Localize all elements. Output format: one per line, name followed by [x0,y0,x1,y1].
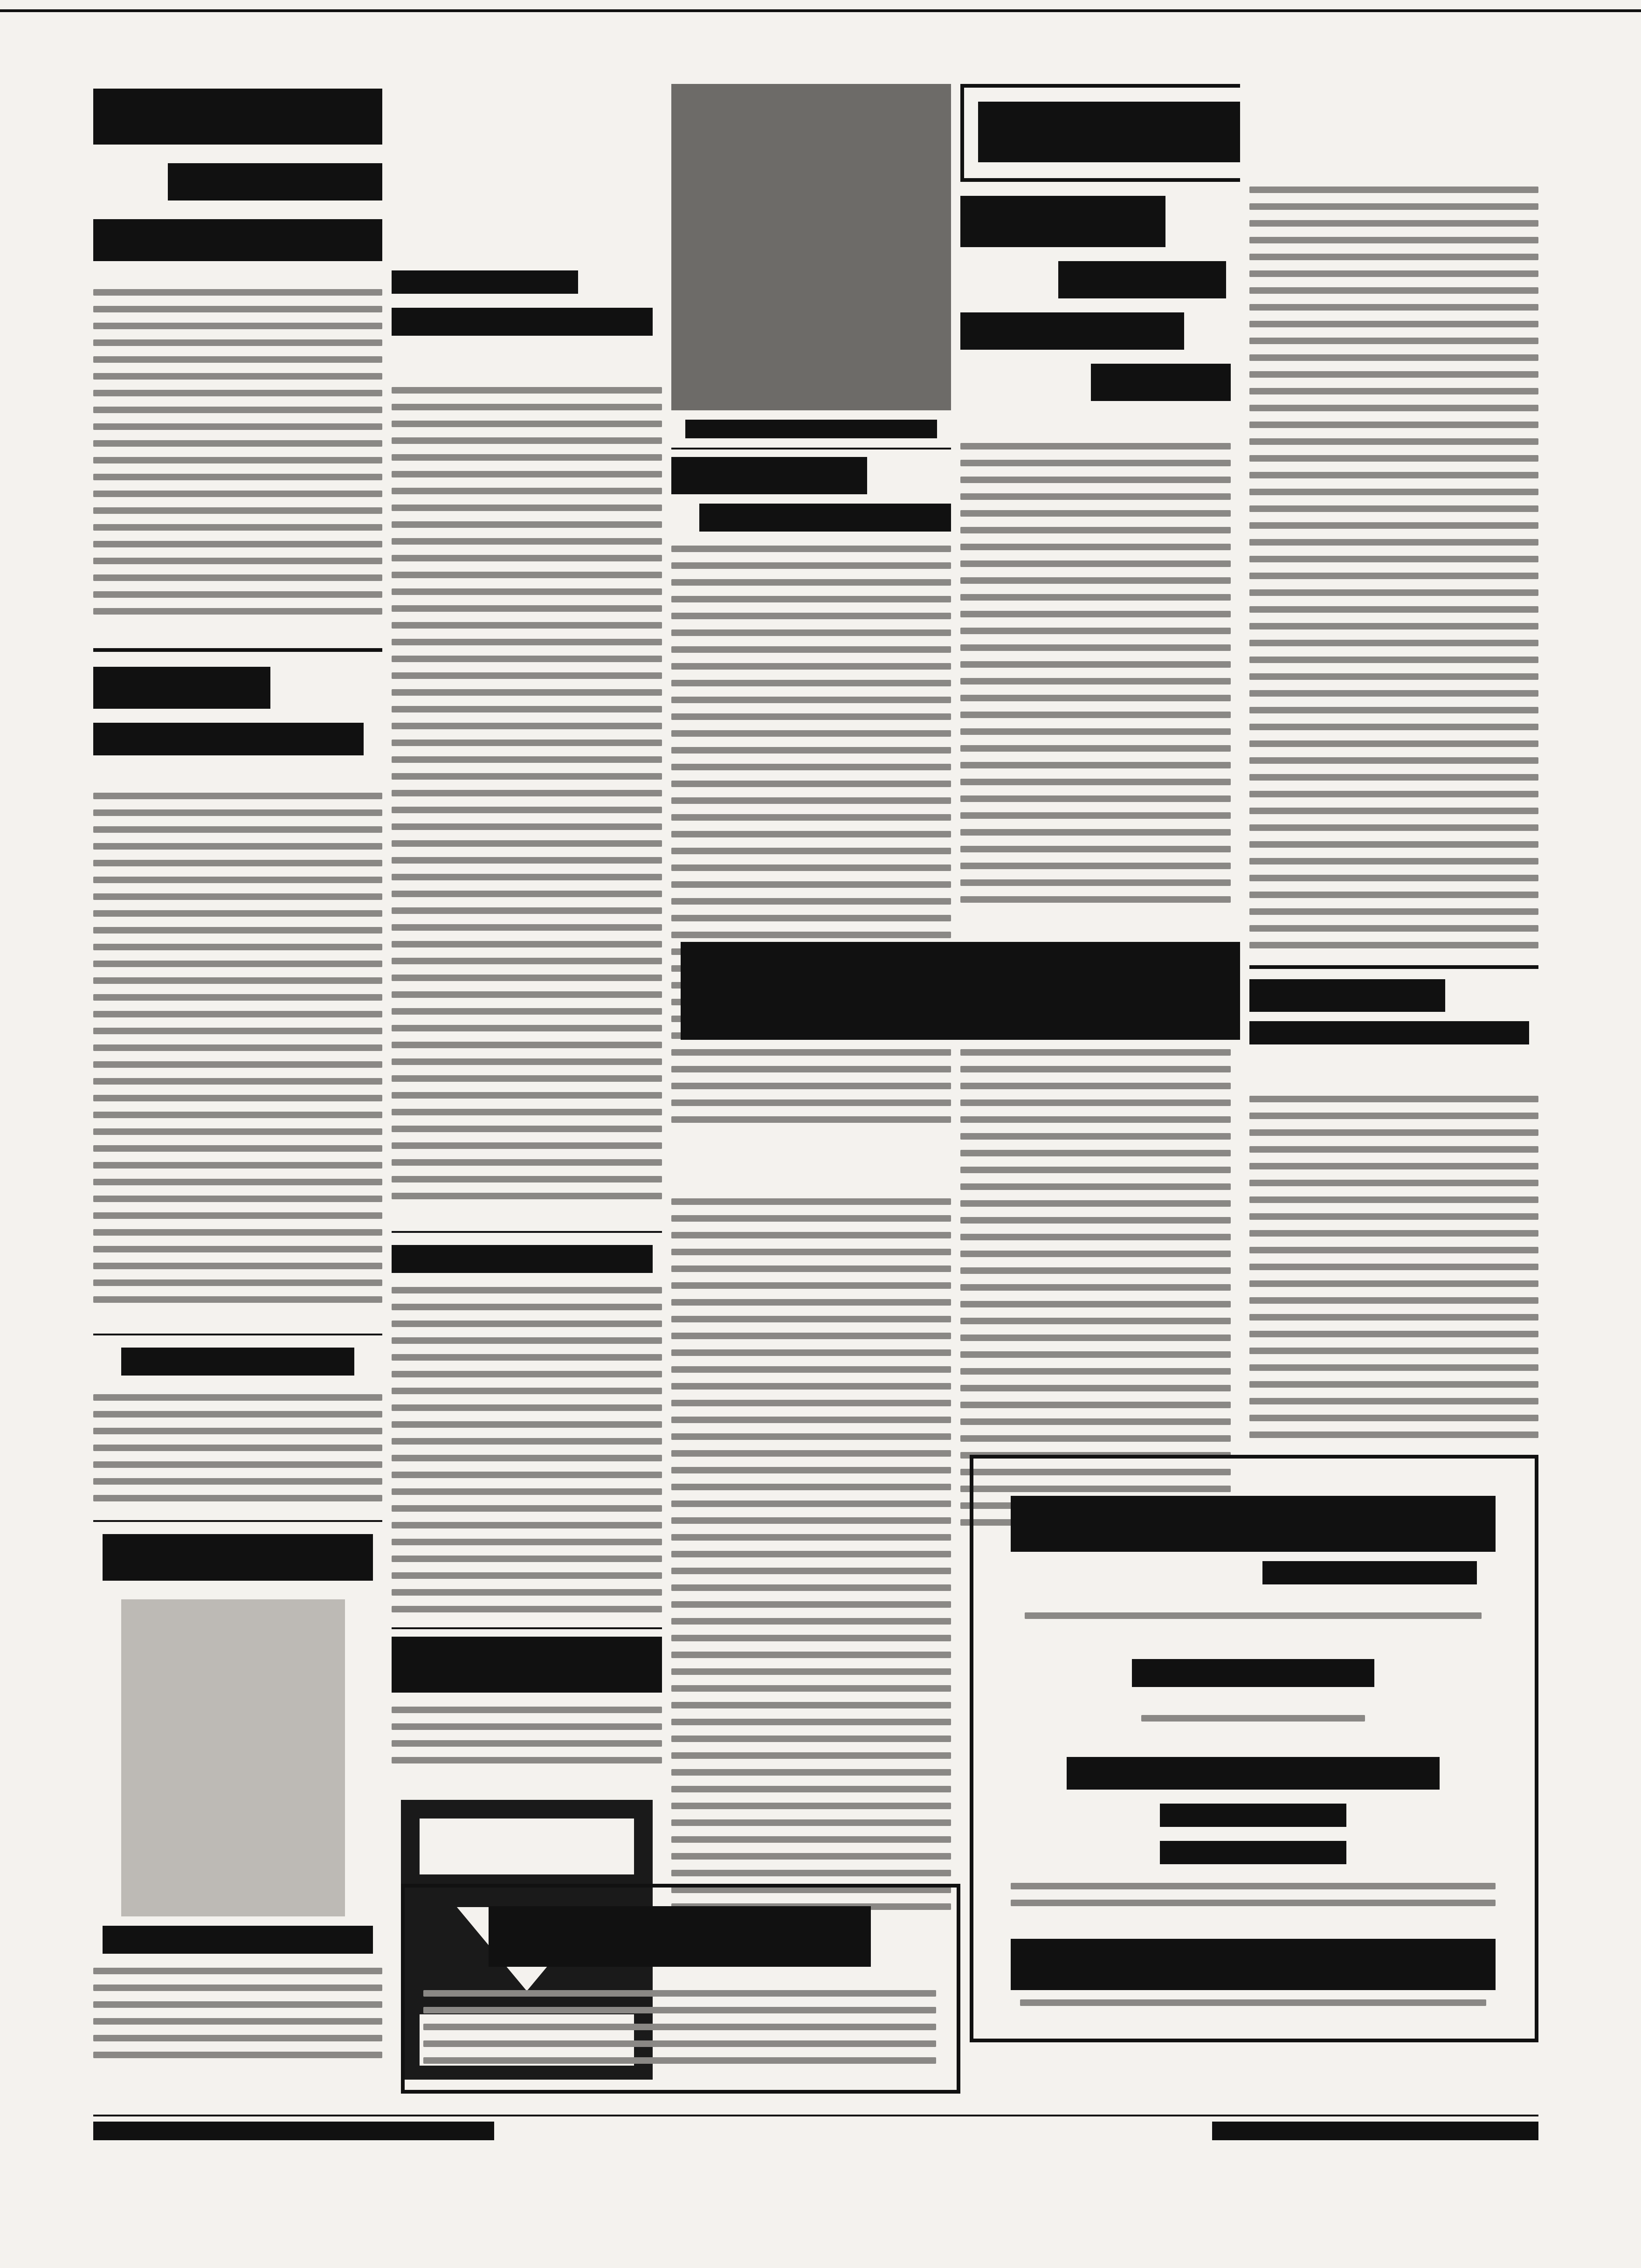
advertisement [93,1529,382,2080]
text-column [1249,187,1538,965]
advertisement [970,1455,1538,2042]
column-5 [1249,177,1538,1464]
page-footer-left [93,2122,494,2140]
headline-block [93,89,382,275]
subhead-bar [699,504,951,532]
text-column [392,1707,662,1781]
headline-block [392,1637,662,1693]
illustration [121,1599,345,1916]
advertisement [401,1884,960,2094]
headline-block [93,667,382,779]
section-divider [93,648,382,652]
section-divider [392,1231,662,1233]
footer-rule [93,2115,1538,2116]
text-column [671,546,951,1142]
subhead-bar [121,1348,354,1376]
headline-block [960,196,1231,429]
headline-box [960,84,1240,182]
subhead-bar [392,1245,653,1273]
page-footer-right [1212,2122,1538,2140]
section-divider [392,1627,662,1629]
section-divider [671,448,951,449]
section-divider [93,1520,382,1522]
portrait-photo [671,84,951,410]
text-column [93,1394,382,1515]
column-2 [392,261,662,2080]
headline-block [671,457,867,494]
text-column [671,1198,951,1926]
headline-block [1249,979,1538,1082]
text-column [392,1287,662,1623]
section-divider [1249,965,1538,969]
text-column [93,289,382,634]
subhead-bar [685,420,937,438]
column-1 [93,75,382,2080]
subhead-bar [392,270,578,294]
subhead-bar [392,308,653,336]
text-column [392,387,662,1226]
section-divider [93,1334,382,1335]
top-rule [0,9,1641,12]
text-column [960,443,1231,914]
text-column [1249,1096,1538,1455]
text-column [93,793,382,1324]
column-3 [671,84,951,2080]
